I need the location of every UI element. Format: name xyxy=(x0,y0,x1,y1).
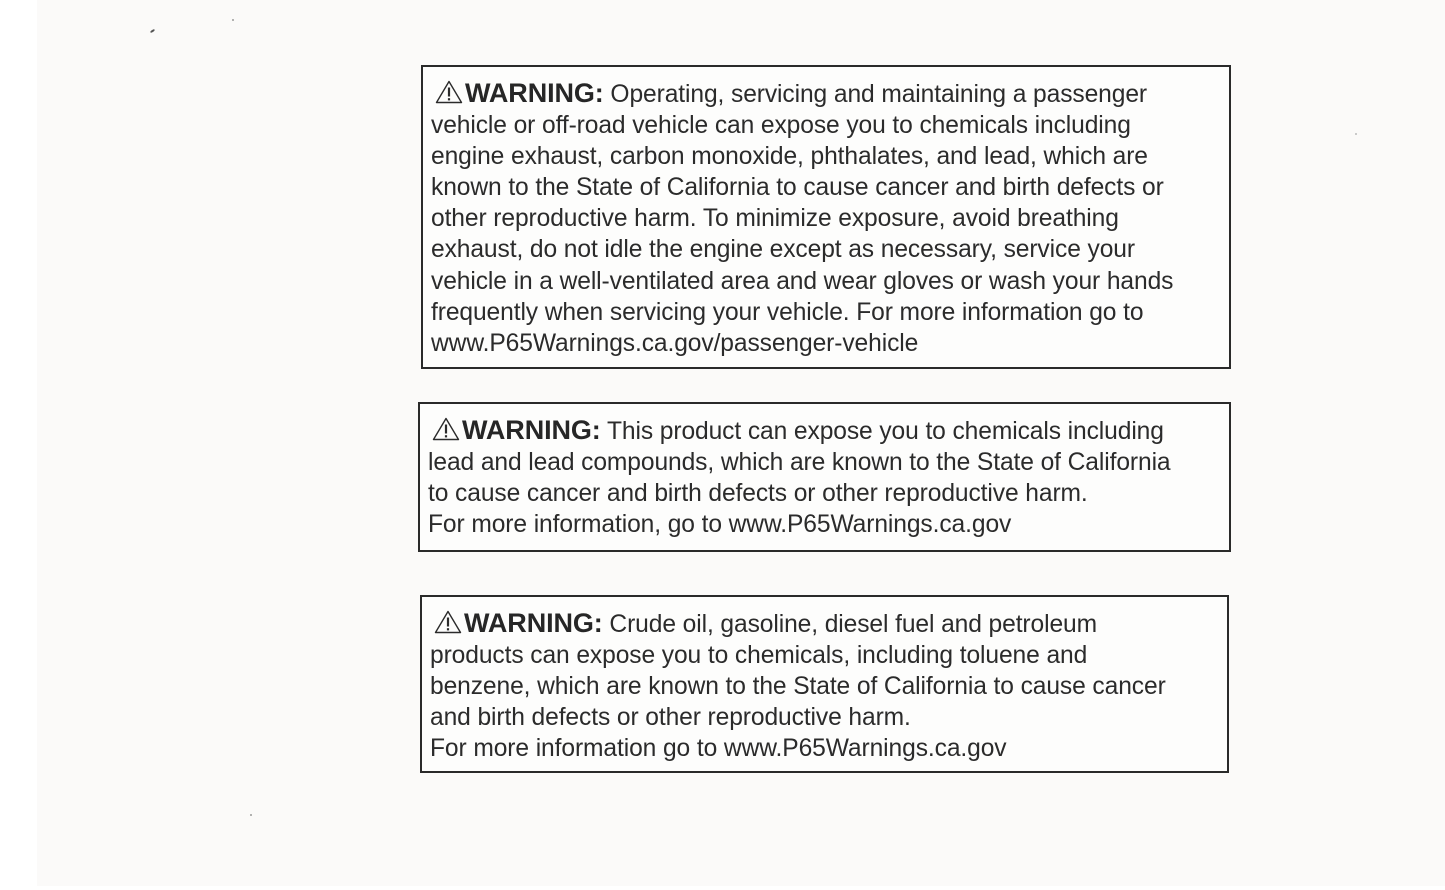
scan-speck xyxy=(150,29,155,34)
scan-speck xyxy=(250,814,252,816)
warning-heading: WARNING: xyxy=(462,415,601,445)
warning-first-line xyxy=(430,608,1221,640)
scan-speck xyxy=(1355,133,1357,135)
warning-first-line xyxy=(431,78,1223,110)
warning-triangle-icon xyxy=(434,610,462,634)
warning-triangle-icon xyxy=(432,417,460,441)
warning-text: and birth defects or other reproductive harm. xyxy=(430,704,911,732)
warning-triangle-icon xyxy=(435,80,463,104)
warning-text: engine exhaust, carbon monoxide, phthalates, and lead, which are xyxy=(431,143,1148,171)
warning-text: other reproductive harm. To minimize exposure, avoid breathing xyxy=(431,205,1119,233)
scanned-page xyxy=(37,0,1445,886)
warning-first-line xyxy=(428,415,1223,447)
warning-heading: WARNING: xyxy=(465,78,604,108)
warning-url: For more information, go to www.P65Warnings.ca.gov xyxy=(428,511,1012,539)
warning-text: Crude oil, gasoline, diesel fuel and petroleum xyxy=(602,611,1097,638)
warning-text: This product can expose you to chemicals including xyxy=(600,418,1164,445)
warning-box-lead xyxy=(418,402,1231,552)
warning-heading: WARNING: xyxy=(464,608,603,638)
warning-box-passenger-vehicle xyxy=(421,65,1231,369)
warning-text: lead and lead compounds, which are known to the State of California xyxy=(428,449,1171,477)
warning-text: known to the State of California to cause cancer and birth defects or xyxy=(431,174,1164,202)
warning-url: For more information go to www.P65Warnings.ca.gov xyxy=(430,735,1007,763)
scan-speck xyxy=(232,19,234,21)
warning-text: benzene, which are known to the State of California to cause cancer xyxy=(430,673,1166,701)
warning-box-petroleum xyxy=(420,595,1229,773)
warning-text: frequently when servicing your vehicle. For more information go to xyxy=(431,298,1144,326)
warning-text: vehicle or off-road vehicle can expose you to chemicals including xyxy=(431,112,1131,140)
warning-text: exhaust, do not idle the engine except as necessary, service your xyxy=(431,236,1135,264)
warning-text: Operating, servicing and maintaining a passenger xyxy=(603,81,1148,108)
warning-text: vehicle in a well-ventilated area and wear gloves or wash your hands xyxy=(431,267,1174,295)
warning-text: products can expose you to chemicals, including toluene and xyxy=(430,642,1088,670)
warning-text: to cause cancer and birth defects or other reproductive harm. xyxy=(428,480,1088,508)
warning-url: www.P65Warnings.ca.gov/passenger-vehicle xyxy=(431,329,919,357)
